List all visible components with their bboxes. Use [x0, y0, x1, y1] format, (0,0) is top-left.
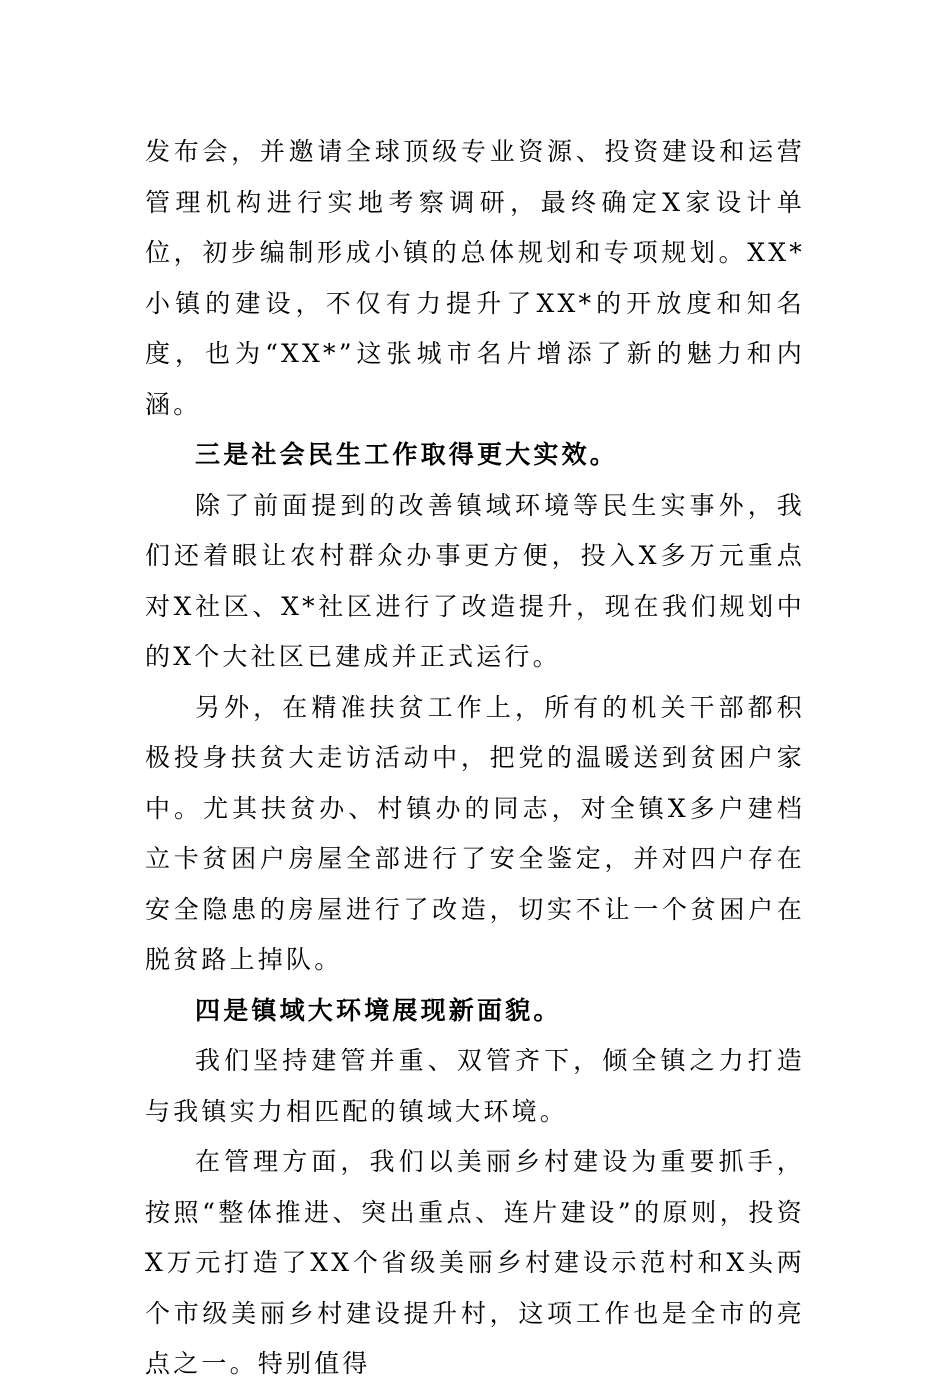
paragraph-continued: 发布会，并邀请全球顶级专业资源、投资建设和运营管理机构进行实地考察调研，最终确定X家设计单位，初步编制形成小镇的总体规划和专项规划。XX*小镇的建设，不仅有力提升了XX*的开放度和知名度，也为“XX*”这张城市名片增添了新的魅力和内涵。: [145, 137, 805, 419]
document-page: [145, 127, 805, 1390]
section-heading-social-livelihood: 三是社会民生工作取得更大实效。: [195, 440, 619, 469]
paragraph-community-renovation: 除了前面提到的改善镇域环境等民生实事外，我们还着眼让农村群众办事更方便，投入X多万元重点对X社区、X*社区进行了改造提升，现在我们规划中的X个大社区已建成并正式运行。: [145, 490, 805, 671]
section-heading-town-environment: 四是镇域大环境展现新面貌。: [195, 995, 562, 1025]
paragraph-environment-intro: 我们坚持建管并重、双管齐下，倾全镇之力打造与我镇实力相匹配的镇域大环境。: [145, 1046, 805, 1126]
paragraph-beautiful-village: 在管理方面，我们以美丽乡村建设为重要抓手，按照“整体推进、突出重点、连片建设”的原则，投资X万元打造了XX个省级美丽乡村建设示范村和X头两个市级美丽乡村建设提升村，这项工作也是全市的亮点之一。特别值得: [145, 1147, 805, 1378]
paragraph-poverty-alleviation: 另外，在精准扶贫工作上，所有的机关干部都积极投身扶贫大走访活动中，把党的温暖送到贫困户家中。尤其扶贫办、村镇办的同志，对全镇X多户建档立卡贫困户房屋全部进行了安全鉴定，并对四户存在安全隐患的房屋进行了改造，切实不让一个贫困户在脱贫路上掉队。: [145, 692, 805, 974]
